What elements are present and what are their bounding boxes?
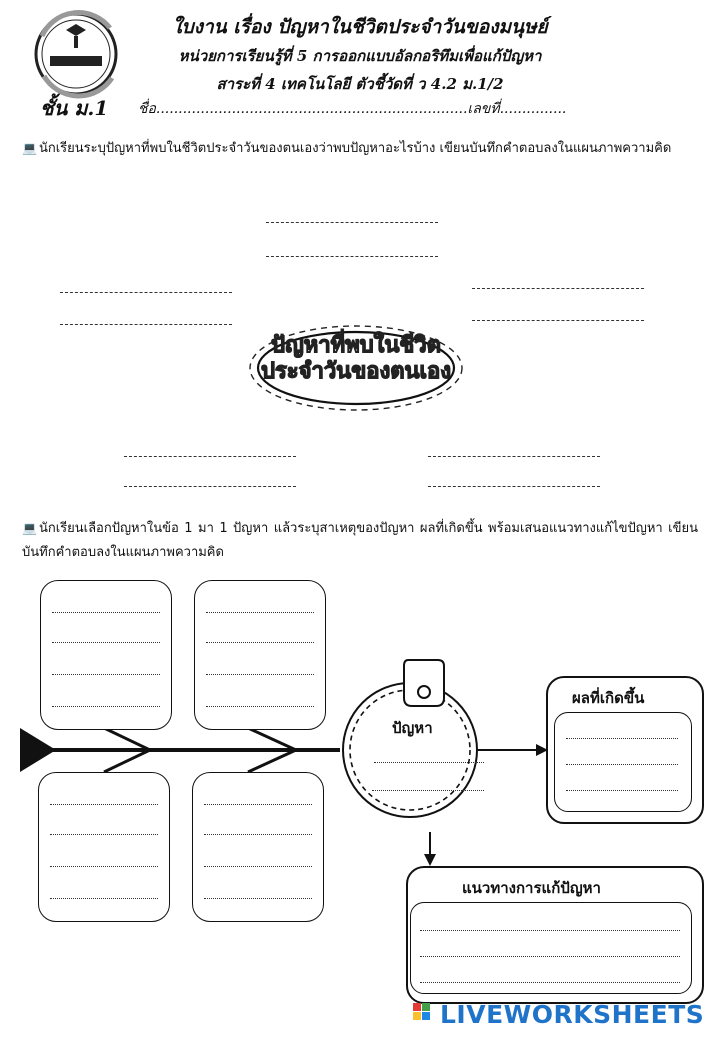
liveworksheets-brand[interactable]: LIVEWORKSHEETS — [440, 1000, 705, 1029]
answer-line[interactable] — [420, 930, 680, 931]
effect-label: ผลที่เกิดขึ้น — [572, 689, 645, 707]
answer-line[interactable] — [206, 706, 314, 707]
grade-label: ชั้น ม.1 — [40, 96, 109, 120]
center-topic-text: ปัญหาที่พบในชีวิต ประจำวันของตนเอง — [260, 333, 452, 384]
answer-line[interactable] — [566, 790, 678, 791]
answer-line[interactable] — [52, 612, 160, 613]
solution-label: แนวทางการแก้ปัญหา — [462, 879, 601, 897]
problem-label: ปัญหา — [392, 719, 433, 737]
answer-line[interactable] — [428, 486, 600, 487]
cause-box[interactable] — [40, 580, 172, 730]
answer-line[interactable] — [60, 292, 232, 293]
answer-line[interactable] — [266, 222, 438, 223]
answer-line[interactable] — [50, 834, 158, 835]
answer-line[interactable] — [420, 956, 680, 957]
cause-box[interactable] — [192, 772, 324, 922]
liveworksheets-logo-icon — [413, 1003, 439, 1027]
answer-line[interactable] — [50, 804, 158, 805]
computer-icon: 💻 — [22, 141, 37, 155]
answer-line[interactable] — [266, 256, 438, 257]
answer-line[interactable] — [50, 866, 158, 867]
problem-circle — [340, 654, 480, 854]
instruction-1: 💻 นักเรียนระบุปัญหาที่พบในชีวิตประจำวันของตนเองว่าพบปัญหาอะไรบ้าง เขียนบันทึกคำตอบลงในแผนภาพความคิด — [22, 136, 698, 161]
answer-line[interactable] — [566, 738, 678, 739]
answer-line[interactable] — [52, 642, 160, 643]
solution-answer-area[interactable] — [410, 902, 692, 994]
subject-indicator: สาระที่ 4 เทคโนโลยี ตัวชี้วัดที่ ว 4.2 ม.1/2 — [216, 75, 504, 93]
answer-line[interactable] — [420, 982, 680, 983]
name-number-line[interactable]: ชื่อ......................................................................เลขที่............... — [138, 101, 567, 117]
answer-line[interactable] — [372, 790, 484, 791]
answer-line[interactable] — [472, 320, 644, 321]
worksheet-title: ใบงาน เรื่อง ปัญหาในชีวิตประจำวันของมนุษย์ — [172, 16, 548, 38]
answer-line[interactable] — [124, 486, 296, 487]
answer-line[interactable] — [204, 866, 312, 867]
answer-line[interactable] — [204, 804, 312, 805]
answer-line[interactable] — [374, 762, 484, 763]
answer-line[interactable] — [472, 288, 644, 289]
answer-line[interactable] — [566, 764, 678, 765]
answer-line[interactable] — [52, 674, 160, 675]
computer-icon: 💻 — [22, 521, 37, 535]
unit-title: หน่วยการเรียนรู้ที่ 5 การออกแบบอัลกอริทึมเพื่อแก้ปัญหา — [178, 47, 542, 65]
answer-line[interactable] — [60, 324, 232, 325]
instruction-2: 💻 นักเรียนเลือกปัญหาในข้อ 1 มา 1 ปัญหา แล้วระบุสาเหตุของปัญหา ผลที่เกิดขึ้น พร้อมเสนอแนวทางแก้ไขปัญหา เขียนบันทึกคำตอบลงในแผนภาพความคิด — [22, 516, 698, 565]
cause-box[interactable] — [194, 580, 326, 730]
answer-line[interactable] — [206, 674, 314, 675]
cause-box[interactable] — [38, 772, 170, 922]
answer-line[interactable] — [206, 612, 314, 613]
effect-answer-area[interactable] — [554, 712, 692, 812]
answer-line[interactable] — [52, 706, 160, 707]
answer-line[interactable] — [124, 456, 296, 457]
answer-line[interactable] — [204, 898, 312, 899]
answer-line[interactable] — [206, 642, 314, 643]
answer-line[interactable] — [50, 898, 158, 899]
answer-line[interactable] — [204, 834, 312, 835]
answer-line[interactable] — [428, 456, 600, 457]
